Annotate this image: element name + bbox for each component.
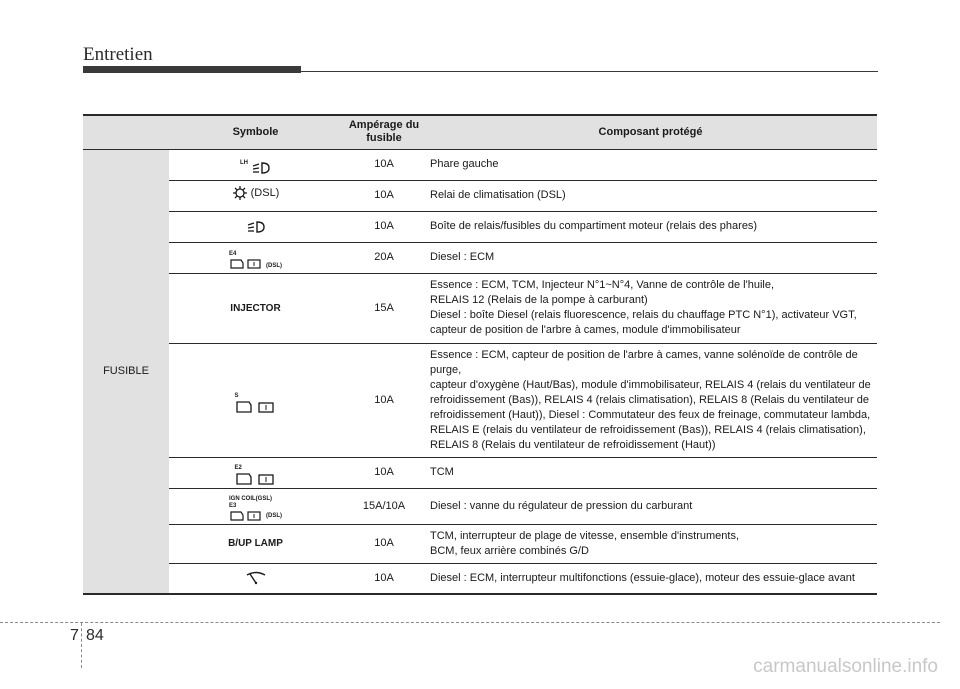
amperage-cell: 10A [342,457,426,488]
symbol-cell [169,524,342,563]
symbol-cell [169,457,342,488]
component-cell: Diesel : vanne du régulateur de pression du carburant [426,488,877,524]
symbol-cell [169,242,342,273]
component-cell: Essence : ECM, TCM, Injecteur N°1~N°4, Vanne de contrôle de l'huile, RELAIS 12 (Relais de la pompe à carburant) Diesel : boîte Diesel (relais fluorescence, relais du chauffage PTC N°1), activateur VGT, capteur de position de l'arbre à cames, module d'immobilisateur [426,273,877,343]
symbol-label: E4 [229,251,237,257]
symbol-label: INJECTOR [230,302,281,314]
page-section-title: Entretien [83,44,153,65]
air-conditioning-icon [232,185,248,201]
symbol-label: S [234,392,239,399]
engine-ecu-icon [229,258,263,270]
header-rule-thick [83,66,301,73]
component-cell: Diesel : ECM, interrupteur multifonctions (essuie-glace), moteur des essuie-glace avant [430,571,855,584]
symbol-label: E2 [234,465,242,471]
symbol-label: (DSL) [266,263,282,269]
headlamp-icon [246,219,266,235]
table-row [83,149,877,180]
table-row [83,211,877,242]
component-cell: Phare gauche [426,149,877,180]
symbol-cell [169,563,342,594]
fuse-type-cell: FUSIBLE [83,149,169,594]
symbol-label: (DSL) [250,186,280,199]
symbol-cell [169,488,342,524]
table-row [83,273,877,343]
table-row [83,488,877,524]
footer-rule [0,622,940,623]
amperage-cell: 10A [342,149,426,180]
amperage-cell: 10A [342,180,426,211]
symbol-label: B/UP LAMP [228,538,283,549]
component-cell: TCM [426,457,877,488]
table-row [83,242,877,273]
symbol-label: E3 [229,503,237,509]
table-header-row [83,115,877,149]
watermark: carmanualsonline.info [753,656,938,677]
headlamp-icon [251,160,271,176]
symbol-label: (DSL) [266,512,282,519]
component-cell: Relai de climatisation (DSL) [426,180,877,211]
symbol-cell [169,273,342,343]
header-component: Composant protégé [426,115,877,149]
component-cell: Boîte de relais/fusibles du compartiment moteur (relais des phares) [426,211,877,242]
amperage-cell: 15A/10A [342,488,426,524]
header-amperage: Ampérage du fusible [342,115,426,149]
symbol-label: IGN COIL(GSL) [229,496,272,502]
component-cell: Essence : ECM, capteur de position de l'arbre à cames, vanne solénoïde de contrôle de purge, capteur d'oxygène (Haut/Bas), module d'immobilisateur, RELAIS 4 (relais du ventilateur de refroidissement (Bas)), RELAIS 4 (relais climatisation), RELAIS 8 (Relais du ventilateur de refroidissement (Haut)), Diesel : Commutateur des feux de freinage, commutateur lambda, RELAIS E (relais du ventilateur de refroidissement (Bas)), RELAIS 4 (relais climatisation), RELAIS 8 (Relais du ventilateur de refroidissement (Haut)) [426,343,877,457]
engine-ecu-icon [235,472,277,486]
table-row [83,563,877,594]
engine-ecu-icon [235,400,277,414]
table-row [83,180,877,211]
amperage-cell: 10A [342,524,426,563]
symbol-cell [169,149,342,180]
component-cell: Diesel : ECM [426,242,877,273]
amperage-cell: 10A [342,211,426,242]
page-number: 84 [86,627,104,644]
amperage-cell: 10A [374,571,394,584]
symbol-cell [169,180,342,211]
engine-ecu-icon [229,510,263,522]
amperage-cell: 20A [342,242,426,273]
header-rule-thin [301,71,878,72]
symbol-cell [169,343,342,457]
amperage-cell: 10A [342,343,426,457]
windshield-wiper-icon [245,571,267,585]
header-symbol: Symbole [169,115,342,149]
fuse-table [83,114,877,595]
table-row [83,343,877,457]
component-cell: TCM, interrupteur de plage de vitesse, ensemble d'instruments, BCM, feux arrière combinés G/D [426,524,877,563]
symbol-cell [169,211,342,242]
footer-divider [81,623,82,668]
header-type-cell [83,115,169,149]
table-row [83,524,877,563]
amperage-cell: 15A [342,273,426,343]
table-row [83,457,877,488]
symbol-label: LH [240,159,248,166]
chapter-number: 7 [70,627,79,644]
